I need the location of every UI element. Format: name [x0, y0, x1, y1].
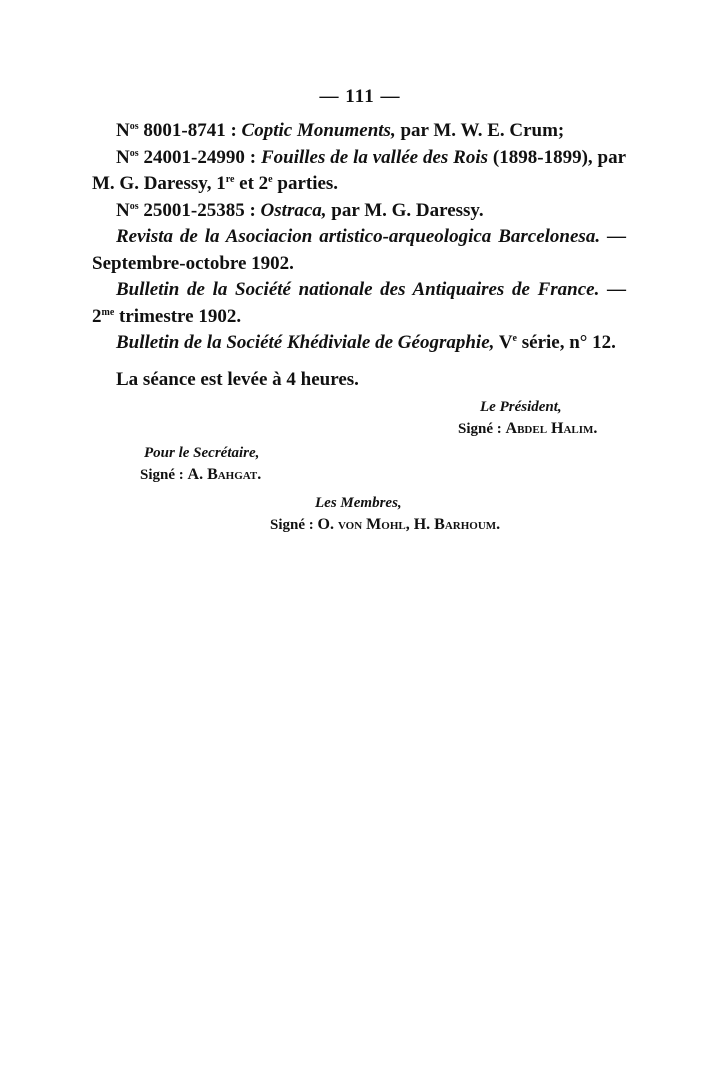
- entry-bulletin-antiquaires: [92, 277, 626, 330]
- entry-prefix: $N^{os}$: [116, 120, 139, 141]
- entry-prefix-sup: os: [129, 147, 139, 159]
- entry-rest: — Septembre-octobre 1902.: [92, 226, 626, 274]
- entry-mid: et 2: [239, 173, 269, 194]
- page-number: — 111 —: [319, 86, 401, 107]
- entry-title: Coptic Monuments,: [241, 120, 396, 141]
- entry-numbers: 8001-8741 :: [143, 120, 237, 141]
- minutes-body: [92, 118, 626, 393]
- signed-label: Signé :: [270, 517, 314, 533]
- president-signature: [458, 396, 598, 440]
- entry-numbers: 25001-25385 :: [143, 199, 256, 221]
- entry-title: Ostraca,: [260, 199, 327, 221]
- signed-label: Signé :: [140, 467, 184, 483]
- entry-prefix: $N^{os}$: [116, 199, 139, 221]
- signed-label: Signé :: [458, 421, 502, 437]
- entry-ostraca: [92, 198, 626, 225]
- secretary-signature: [140, 442, 261, 486]
- entry-title: Bulletin de la Société Khédiviale de Géographie,: [116, 332, 495, 353]
- entry-sup: e: [512, 333, 517, 344]
- entry-title: Revista de la Asociacion artistico-arqueologica Barcelonesa.: [116, 226, 601, 247]
- entry-coptic-monuments: [92, 118, 626, 145]
- members-names: O. von Mohl, H. Barhoum.: [317, 516, 501, 533]
- president-name: Abdel Halim.: [505, 420, 598, 437]
- entry-prefix: $N^{os}$: [116, 146, 139, 168]
- president-signed-line: [458, 418, 597, 440]
- entry-numbers: 24001-24990 :: [143, 146, 257, 168]
- entry-sup2: e: [268, 174, 273, 185]
- entry-rest: par M. W. E. Crum;: [400, 120, 565, 141]
- entry-first: 1: [216, 173, 226, 194]
- entry-tail: série, n° 12.: [521, 332, 616, 353]
- entry-title: Fouilles de la vallée des Rois: [260, 146, 489, 168]
- entry-sup1: re: [225, 174, 235, 185]
- members-signed-line: [270, 514, 500, 536]
- entry-title: Bulletin de la Société nationale des Antiquaires de France.: [116, 279, 600, 300]
- entry-rest: — 2: [92, 279, 626, 327]
- entry-fouilles: [92, 145, 626, 198]
- entry-prefix-sup: os: [129, 200, 139, 212]
- secretary-name: A. Bahgat.: [187, 466, 262, 483]
- entry-revista: [92, 224, 626, 277]
- entry-rest: par M. G. Daressy.: [331, 199, 484, 221]
- entry-bulletin-geographie: [92, 330, 626, 357]
- entry-sup: me: [101, 306, 115, 318]
- secretary-signed-line: [140, 464, 261, 486]
- president-role: Le Président,: [480, 399, 562, 415]
- entry-tail: parties.: [277, 173, 339, 194]
- members-signature: [270, 492, 500, 536]
- entry-rest: V: [498, 332, 513, 353]
- entry-prefix-sup: os: [129, 121, 139, 132]
- secretary-role: Pour le Secrétaire,: [144, 445, 260, 461]
- entry-tail: trimestre 1902.: [119, 305, 242, 327]
- members-role: Les Membres,: [315, 495, 402, 511]
- entry-rest: (1898-1899), par M. G. Daressy,: [92, 146, 627, 194]
- closing-line: La séance est levée à 4 heures.: [116, 368, 359, 390]
